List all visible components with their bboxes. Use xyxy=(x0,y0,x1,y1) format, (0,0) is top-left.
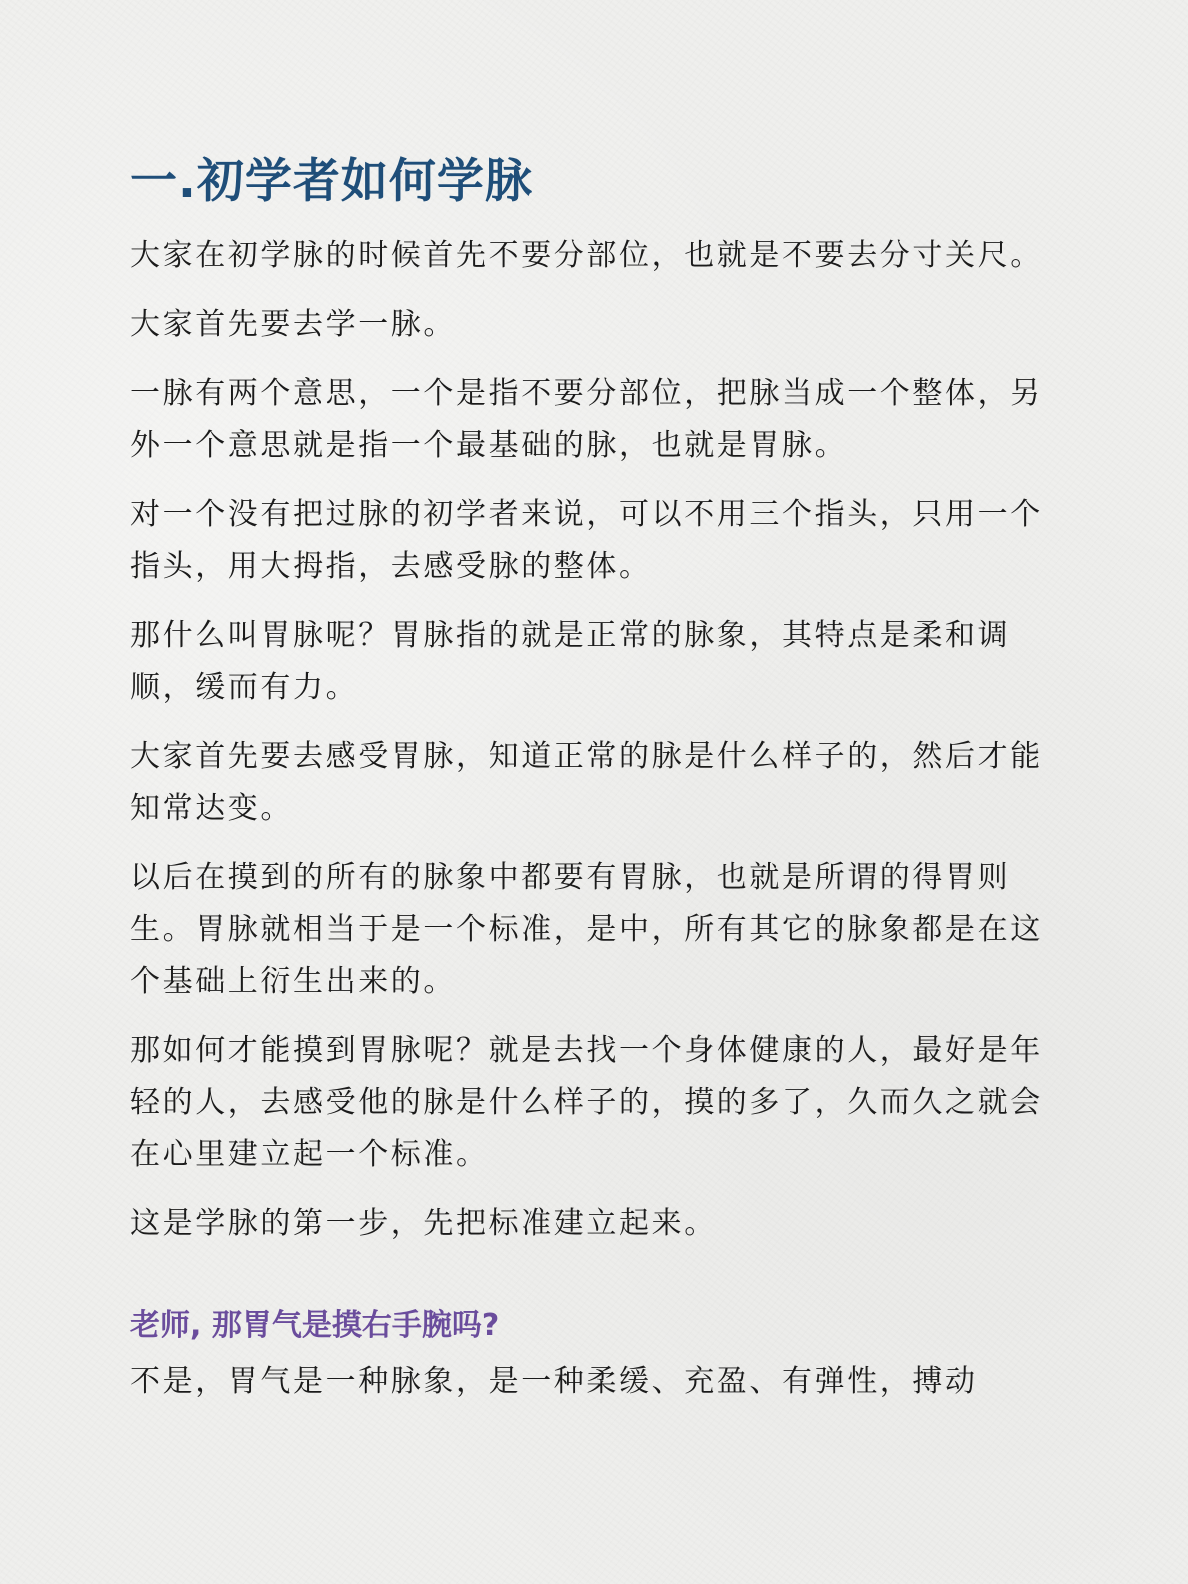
paragraph: 以后在摸到的所有的脉象中都要有胃脉，也就是所谓的得胃则生。胃脉就相当于是一个标准，是中，所有其它的脉象都是在这个基础上衍生出来的。 xyxy=(130,860,1043,999)
article-title: 一.初学者如何学脉 xyxy=(130,154,533,209)
question-heading: 老师, 那胃气是摸右手腕吗? xyxy=(130,1308,500,1343)
paragraph: 对一个没有把过脉的初学者来说，可以不用三个指头，只用一个指头，用大拇指，去感受脉的整体。 xyxy=(130,497,1043,584)
article xyxy=(130,150,1060,1408)
paragraph: 一脉有两个意思，一个是指不要分部位，把脉当成一个整体，另外一个意思就是指一个最基础的脉，也就是胃脉。 xyxy=(130,376,1043,463)
paragraph: 这是学脉的第一步，先把标准建立起来。 xyxy=(130,1206,717,1241)
paragraph: 大家首先要去感受胃脉，知道正常的脉是什么样子的，然后才能知常达变。 xyxy=(130,739,1043,826)
paragraph: 大家在初学脉的时候首先不要分部位，也就是不要去分寸关尺。 xyxy=(130,238,1043,273)
answer-text: 不是，胃气是一种脉象，是一种柔缓、充盈、有弹性，搏动 xyxy=(130,1364,978,1399)
paragraph: 那什么叫胃脉呢？胃脉指的就是正常的脉象，其特点是柔和调顺，缓而有力。 xyxy=(130,618,1011,705)
paragraph: 那如何才能摸到胃脉呢？就是去找一个身体健康的人，最好是年轻的人，去感受他的脉是什么样子的，摸的多了，久而久之就会在心里建立起一个标准。 xyxy=(130,1033,1043,1172)
paragraph: 大家首先要去学一脉。 xyxy=(130,307,456,342)
